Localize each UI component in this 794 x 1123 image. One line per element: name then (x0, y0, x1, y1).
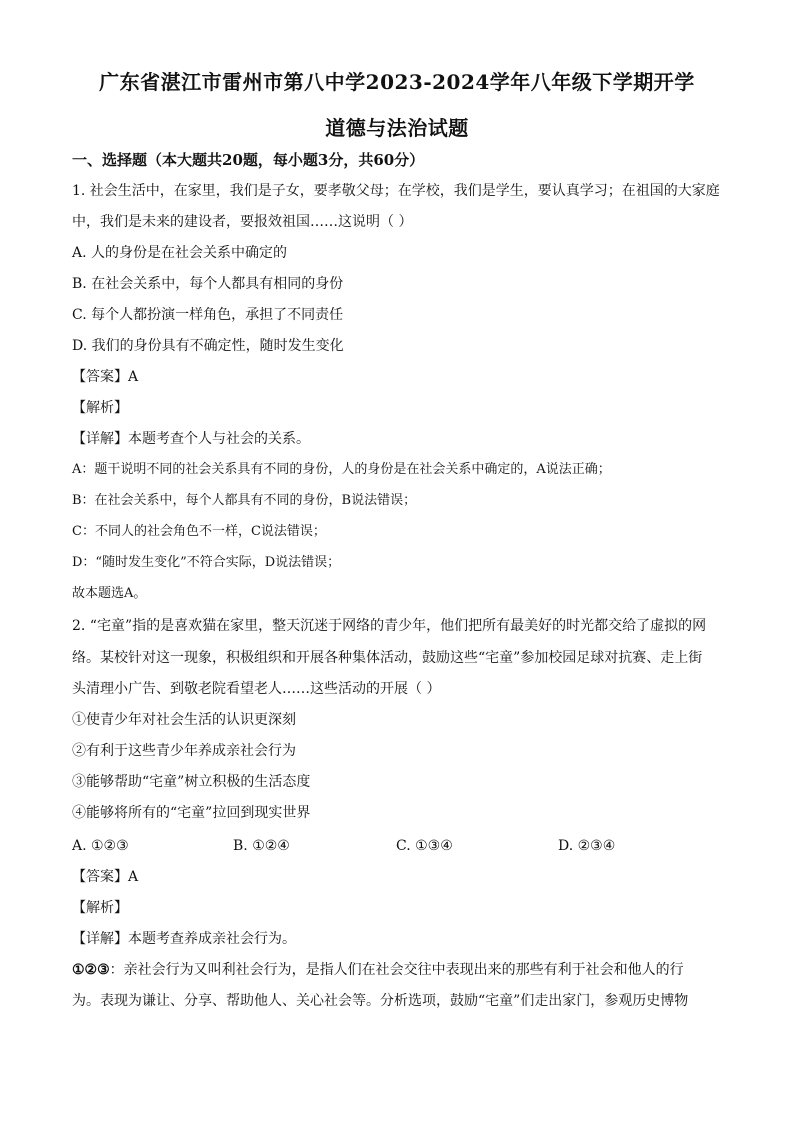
q1-explanation-a: A：题干说明不同的社会关系具有不同的身份，人的身份是在社会关系中确定的，A说法正确； (72, 462, 611, 477)
q1-explanation-c: C：不同人的社会角色不一样，C说法错误； (72, 524, 326, 539)
q1-analysis-label: 【解析】 (72, 400, 128, 416)
q2-stem-line3: 头清理小广告、到敬老院看望老人……这些活动的开展（ ） (72, 681, 441, 697)
q1-option-a: A. 人的身份是在社会关系中确定的 (72, 245, 288, 261)
q2-statement-3: ③能够帮助“宅童”树立积极的生活态度 (72, 774, 311, 790)
q1-option-c: C. 每个人都扮演一样角色，承担了不同责任 (72, 307, 344, 323)
q2-answer: 【答案】A (72, 869, 139, 885)
q1-conclusion: 故本题选A。 (72, 586, 147, 601)
q2-stem-line2: 络。某校针对这一现象，积极组织和开展各种集体活动，鼓励这些“宅童”参加校园足球对抗赛、走上街 (72, 650, 703, 666)
q1-option-d: D. 我们的身份具有不确定性，随时发生变化 (72, 338, 344, 354)
document-title: 广东省湛江市雷州市第八中学2023-2024学年八年级下学期开学 (99, 70, 695, 94)
q2-explanation-line2: 为。表现为谦让、分享、帮助他人、关心社会等。分析选项，鼓励“宅童”们走出家门，参观历史博物 (72, 993, 689, 1009)
q2-choice-c: C. ①③④ (396, 838, 453, 854)
q1-option-b: B. 在社会关系中，每个人都具有相同的身份 (72, 276, 344, 292)
q2-statement-1: ①使青少年对社会生活的认识更深刻 (72, 712, 296, 728)
section-heading: 一、选择题（本大题共20题，每小题3分，共60分） (72, 151, 425, 169)
q2-explanation-label: ①②③ (72, 962, 110, 978)
q2-choice-d: D. ②③④ (558, 838, 616, 854)
document-subtitle: 道德与法治试题 (325, 116, 469, 140)
q1-stem-line1: 1. 社会生活中，在家里，我们是子女，要孝敬父母；在学校，我们是学生，要认真学习；在祖国的大家庭 (72, 183, 720, 199)
q1-detail: 【详解】本题考查个人与社会的关系。 (72, 431, 310, 447)
q2-detail: 【详解】本题考查养成亲社会行为。 (72, 931, 296, 947)
q1-answer: 【答案】A (72, 369, 139, 385)
q2-statement-2: ②有利于这些青少年养成亲社会行为 (72, 743, 296, 759)
q2-analysis-label: 【解析】 (72, 900, 128, 916)
q2-explanation-text: ：亲社会行为又叫利社会行为，是指人们在社会交往中表现出来的那些有利于社会和他人的行 (109, 962, 684, 978)
q2-explanation-line1 (72, 960, 732, 980)
q2-statement-4: ④能够将所有的“宅童”拉回到现实世界 (72, 805, 311, 821)
q2-choice-b: B. ①②④ (233, 838, 290, 854)
q1-explanation-d: D：“随时发生变化”不符合实际，D说法错误； (72, 555, 341, 570)
q2-stem-line1: 2. “宅童”指的是喜欢猫在家里，整天沉迷于网络的青少年，他们把所有最美好的时光都交给了虚拟的网 (72, 618, 707, 634)
q1-explanation-b: B：在社会关系中，每个人都具有不同的身份，B说法错误； (72, 493, 417, 508)
q2-choice-a: A. ①②③ (72, 838, 129, 854)
q1-stem-line2: 中，我们是未来的建设者，要报效祖国……这说明（ ） (72, 214, 413, 230)
